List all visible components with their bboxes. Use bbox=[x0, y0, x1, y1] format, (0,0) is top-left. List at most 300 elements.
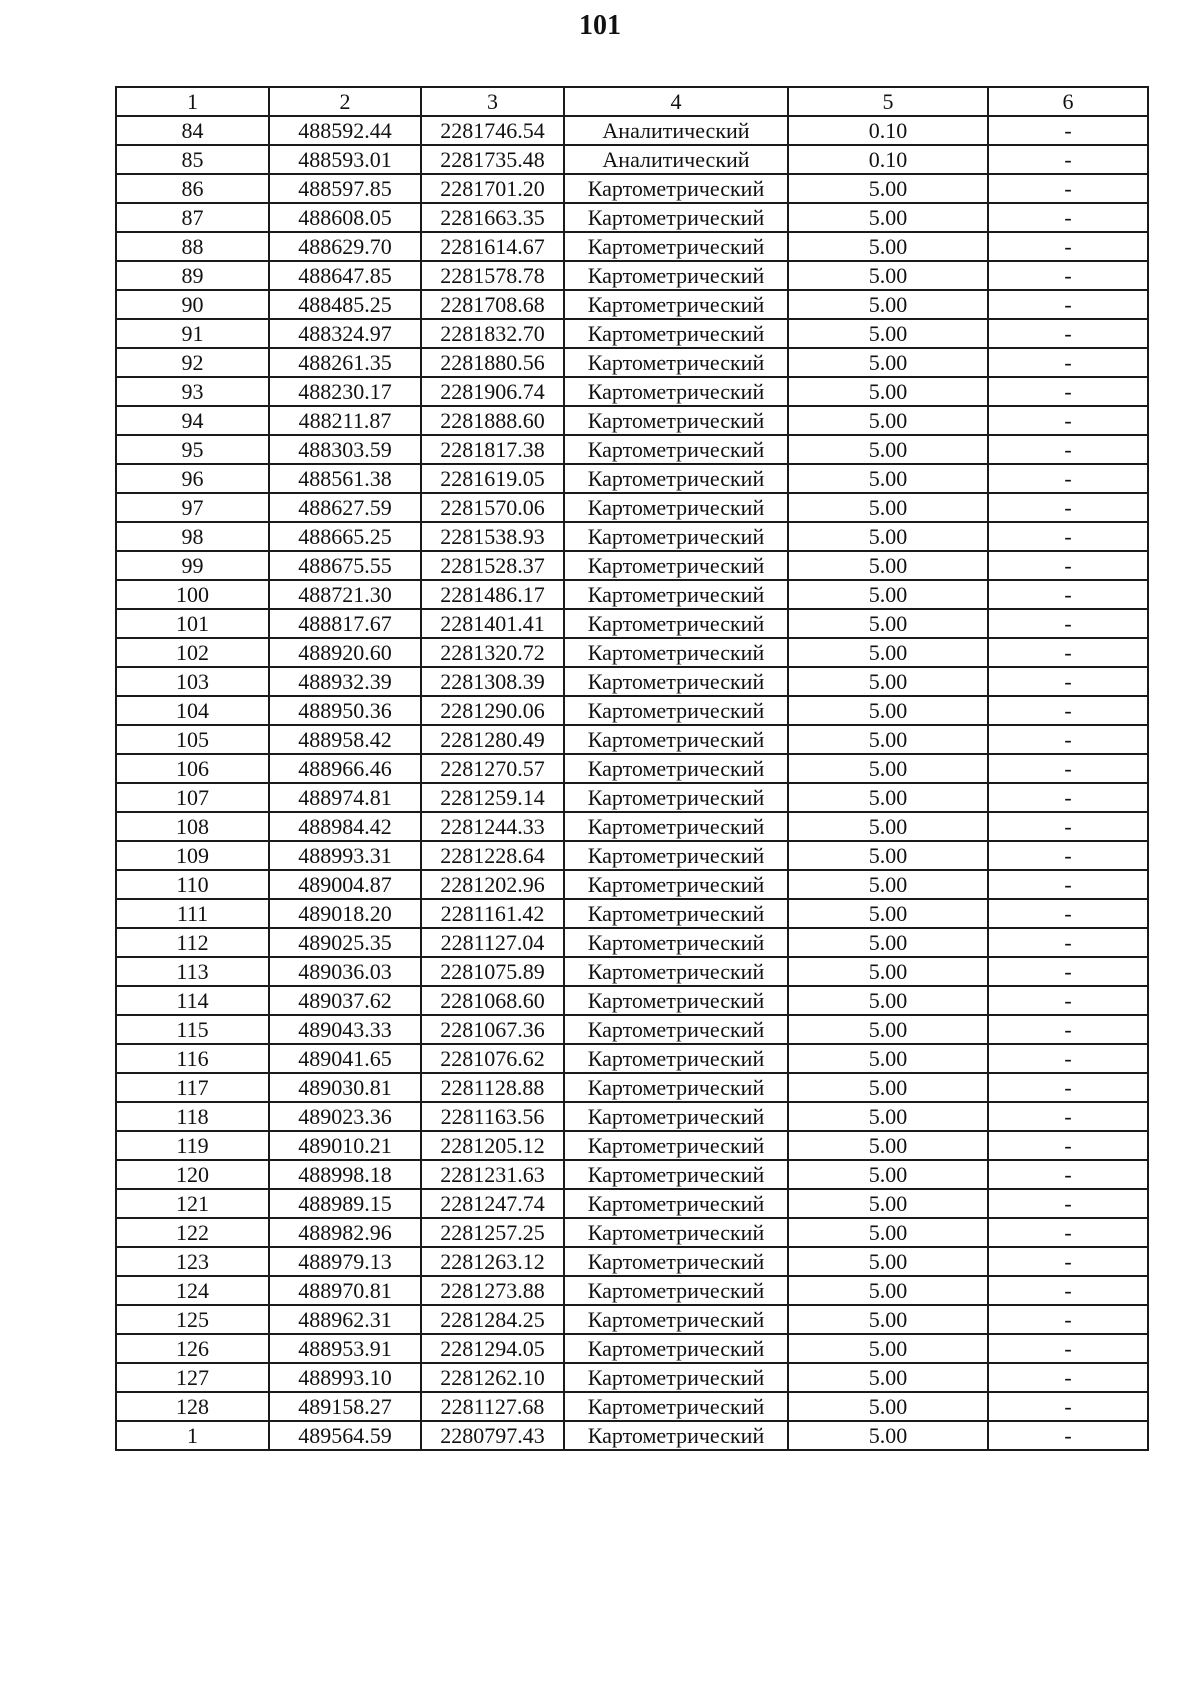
method-cell: Картометрический bbox=[564, 1363, 788, 1392]
y-coordinate-cell: 2281127.04 bbox=[421, 928, 564, 957]
point-number-cell: 105 bbox=[116, 725, 269, 754]
x-coordinate-cell: 488817.67 bbox=[269, 609, 421, 638]
table-row bbox=[116, 609, 1148, 638]
x-coordinate-cell: 488953.91 bbox=[269, 1334, 421, 1363]
y-coordinate-cell: 2281578.78 bbox=[421, 261, 564, 290]
y-coordinate-cell: 2280797.43 bbox=[421, 1421, 564, 1450]
x-coordinate-cell: 488958.42 bbox=[269, 725, 421, 754]
table-row bbox=[116, 1305, 1148, 1334]
point-number-cell: 92 bbox=[116, 348, 269, 377]
note-cell: - bbox=[988, 406, 1148, 435]
accuracy-cell: 5.00 bbox=[788, 1073, 988, 1102]
point-number-cell: 89 bbox=[116, 261, 269, 290]
y-coordinate-cell: 2281663.35 bbox=[421, 203, 564, 232]
y-coordinate-cell: 2281127.68 bbox=[421, 1392, 564, 1421]
method-cell: Картометрический bbox=[564, 754, 788, 783]
note-cell: - bbox=[988, 203, 1148, 232]
method-cell: Картометрический bbox=[564, 580, 788, 609]
x-coordinate-cell: 488984.42 bbox=[269, 812, 421, 841]
accuracy-cell: 5.00 bbox=[788, 609, 988, 638]
method-cell: Картометрический bbox=[564, 1392, 788, 1421]
y-coordinate-cell: 2281817.38 bbox=[421, 435, 564, 464]
note-cell: - bbox=[988, 1131, 1148, 1160]
method-cell: Картометрический bbox=[564, 319, 788, 348]
table-row bbox=[116, 464, 1148, 493]
table-body bbox=[116, 116, 1148, 1450]
method-cell: Картометрический bbox=[564, 1334, 788, 1363]
accuracy-cell: 0.10 bbox=[788, 116, 988, 145]
point-number-cell: 99 bbox=[116, 551, 269, 580]
note-cell: - bbox=[988, 1305, 1148, 1334]
y-coordinate-cell: 2281273.88 bbox=[421, 1276, 564, 1305]
y-coordinate-cell: 2281068.60 bbox=[421, 986, 564, 1015]
accuracy-cell: 5.00 bbox=[788, 1218, 988, 1247]
x-coordinate-cell: 488303.59 bbox=[269, 435, 421, 464]
method-cell: Картометрический bbox=[564, 551, 788, 580]
x-coordinate-cell: 488962.31 bbox=[269, 1305, 421, 1334]
note-cell: - bbox=[988, 1189, 1148, 1218]
method-cell: Картометрический bbox=[564, 725, 788, 754]
method-cell: Картометрический bbox=[564, 957, 788, 986]
note-cell: - bbox=[988, 1392, 1148, 1421]
accuracy-cell: 5.00 bbox=[788, 899, 988, 928]
table-row bbox=[116, 261, 1148, 290]
note-cell: - bbox=[988, 783, 1148, 812]
method-cell: Картометрический bbox=[564, 203, 788, 232]
point-number-cell: 124 bbox=[116, 1276, 269, 1305]
point-number-cell: 123 bbox=[116, 1247, 269, 1276]
y-coordinate-cell: 2281247.74 bbox=[421, 1189, 564, 1218]
accuracy-cell: 5.00 bbox=[788, 203, 988, 232]
x-coordinate-cell: 489030.81 bbox=[269, 1073, 421, 1102]
x-coordinate-cell: 489036.03 bbox=[269, 957, 421, 986]
method-cell: Картометрический bbox=[564, 1189, 788, 1218]
method-cell: Картометрический bbox=[564, 1044, 788, 1073]
accuracy-cell: 5.00 bbox=[788, 1276, 988, 1305]
point-number-cell: 88 bbox=[116, 232, 269, 261]
method-cell: Картометрический bbox=[564, 899, 788, 928]
method-cell: Картометрический bbox=[564, 841, 788, 870]
accuracy-cell: 5.00 bbox=[788, 986, 988, 1015]
accuracy-cell: 5.00 bbox=[788, 1189, 988, 1218]
method-cell: Картометрический bbox=[564, 464, 788, 493]
point-number-cell: 116 bbox=[116, 1044, 269, 1073]
table-row bbox=[116, 725, 1148, 754]
point-number-cell: 94 bbox=[116, 406, 269, 435]
x-coordinate-cell: 488261.35 bbox=[269, 348, 421, 377]
note-cell: - bbox=[988, 638, 1148, 667]
note-cell: - bbox=[988, 435, 1148, 464]
point-number-cell: 1 bbox=[116, 1421, 269, 1450]
y-coordinate-cell: 2281270.57 bbox=[421, 754, 564, 783]
point-number-cell: 115 bbox=[116, 1015, 269, 1044]
x-coordinate-cell: 488561.38 bbox=[269, 464, 421, 493]
accuracy-cell: 5.00 bbox=[788, 725, 988, 754]
table-header-row bbox=[116, 87, 1148, 116]
column-header-3: 3 bbox=[421, 87, 564, 116]
method-cell: Картометрический bbox=[564, 1131, 788, 1160]
y-coordinate-cell: 2281284.25 bbox=[421, 1305, 564, 1334]
method-cell: Картометрический bbox=[564, 1073, 788, 1102]
accuracy-cell: 5.00 bbox=[788, 435, 988, 464]
point-number-cell: 118 bbox=[116, 1102, 269, 1131]
table-row bbox=[116, 1189, 1148, 1218]
y-coordinate-cell: 2281832.70 bbox=[421, 319, 564, 348]
x-coordinate-cell: 488721.30 bbox=[269, 580, 421, 609]
accuracy-cell: 5.00 bbox=[788, 928, 988, 957]
accuracy-cell: 5.00 bbox=[788, 174, 988, 203]
y-coordinate-cell: 2281708.68 bbox=[421, 290, 564, 319]
accuracy-cell: 5.00 bbox=[788, 232, 988, 261]
table-row bbox=[116, 1015, 1148, 1044]
table-row bbox=[116, 1073, 1148, 1102]
note-cell: - bbox=[988, 1276, 1148, 1305]
table-row bbox=[116, 435, 1148, 464]
note-cell: - bbox=[988, 609, 1148, 638]
note-cell: - bbox=[988, 464, 1148, 493]
method-cell: Картометрический bbox=[564, 174, 788, 203]
table-row bbox=[116, 1392, 1148, 1421]
y-coordinate-cell: 2281161.42 bbox=[421, 899, 564, 928]
point-number-cell: 119 bbox=[116, 1131, 269, 1160]
y-coordinate-cell: 2281290.06 bbox=[421, 696, 564, 725]
y-coordinate-cell: 2281262.10 bbox=[421, 1363, 564, 1392]
point-number-cell: 113 bbox=[116, 957, 269, 986]
y-coordinate-cell: 2281906.74 bbox=[421, 377, 564, 406]
x-coordinate-cell: 489041.65 bbox=[269, 1044, 421, 1073]
point-number-cell: 91 bbox=[116, 319, 269, 348]
note-cell: - bbox=[988, 667, 1148, 696]
table-row bbox=[116, 1218, 1148, 1247]
y-coordinate-cell: 2281570.06 bbox=[421, 493, 564, 522]
y-coordinate-cell: 2281202.96 bbox=[421, 870, 564, 899]
accuracy-cell: 5.00 bbox=[788, 261, 988, 290]
point-number-cell: 86 bbox=[116, 174, 269, 203]
x-coordinate-cell: 489037.62 bbox=[269, 986, 421, 1015]
y-coordinate-cell: 2281067.36 bbox=[421, 1015, 564, 1044]
table-row bbox=[116, 1044, 1148, 1073]
method-cell: Картометрический bbox=[564, 870, 788, 899]
point-number-cell: 98 bbox=[116, 522, 269, 551]
table-row bbox=[116, 377, 1148, 406]
accuracy-cell: 5.00 bbox=[788, 1131, 988, 1160]
x-coordinate-cell: 488324.97 bbox=[269, 319, 421, 348]
accuracy-cell: 5.00 bbox=[788, 870, 988, 899]
note-cell: - bbox=[988, 1102, 1148, 1131]
y-coordinate-cell: 2281880.56 bbox=[421, 348, 564, 377]
note-cell: - bbox=[988, 1073, 1148, 1102]
note-cell: - bbox=[988, 1247, 1148, 1276]
table-row bbox=[116, 783, 1148, 812]
table-row bbox=[116, 899, 1148, 928]
accuracy-cell: 5.00 bbox=[788, 1044, 988, 1073]
method-cell: Картометрический bbox=[564, 1247, 788, 1276]
accuracy-cell: 5.00 bbox=[788, 319, 988, 348]
accuracy-cell: 5.00 bbox=[788, 638, 988, 667]
point-number-cell: 121 bbox=[116, 1189, 269, 1218]
table-row bbox=[116, 1276, 1148, 1305]
table-row bbox=[116, 1363, 1148, 1392]
method-cell: Картометрический bbox=[564, 638, 788, 667]
method-cell: Картометрический bbox=[564, 609, 788, 638]
note-cell: - bbox=[988, 928, 1148, 957]
coordinates-table bbox=[115, 86, 1149, 1451]
point-number-cell: 103 bbox=[116, 667, 269, 696]
point-number-cell: 122 bbox=[116, 1218, 269, 1247]
note-cell: - bbox=[988, 1160, 1148, 1189]
x-coordinate-cell: 488966.46 bbox=[269, 754, 421, 783]
table-row bbox=[116, 493, 1148, 522]
point-number-cell: 90 bbox=[116, 290, 269, 319]
x-coordinate-cell: 489004.87 bbox=[269, 870, 421, 899]
accuracy-cell: 0.10 bbox=[788, 145, 988, 174]
accuracy-cell: 5.00 bbox=[788, 841, 988, 870]
y-coordinate-cell: 2281746.54 bbox=[421, 116, 564, 145]
x-coordinate-cell: 489018.20 bbox=[269, 899, 421, 928]
x-coordinate-cell: 488974.81 bbox=[269, 783, 421, 812]
point-number-cell: 101 bbox=[116, 609, 269, 638]
point-number-cell: 128 bbox=[116, 1392, 269, 1421]
x-coordinate-cell: 489158.27 bbox=[269, 1392, 421, 1421]
table-row bbox=[116, 986, 1148, 1015]
accuracy-cell: 5.00 bbox=[788, 377, 988, 406]
x-coordinate-cell: 488989.15 bbox=[269, 1189, 421, 1218]
y-coordinate-cell: 2281538.93 bbox=[421, 522, 564, 551]
point-number-cell: 106 bbox=[116, 754, 269, 783]
y-coordinate-cell: 2281075.89 bbox=[421, 957, 564, 986]
table-row bbox=[116, 638, 1148, 667]
note-cell: - bbox=[988, 319, 1148, 348]
table-row bbox=[116, 551, 1148, 580]
table-row bbox=[116, 1247, 1148, 1276]
y-coordinate-cell: 2281128.88 bbox=[421, 1073, 564, 1102]
x-coordinate-cell: 488597.85 bbox=[269, 174, 421, 203]
table-row bbox=[116, 290, 1148, 319]
x-coordinate-cell: 488979.13 bbox=[269, 1247, 421, 1276]
note-cell: - bbox=[988, 986, 1148, 1015]
point-number-cell: 126 bbox=[116, 1334, 269, 1363]
y-coordinate-cell: 2281320.72 bbox=[421, 638, 564, 667]
table-row bbox=[116, 580, 1148, 609]
note-cell: - bbox=[988, 812, 1148, 841]
note-cell: - bbox=[988, 1334, 1148, 1363]
method-cell: Картометрический bbox=[564, 435, 788, 464]
table-row bbox=[116, 754, 1148, 783]
note-cell: - bbox=[988, 290, 1148, 319]
method-cell: Картометрический bbox=[564, 783, 788, 812]
x-coordinate-cell: 488993.31 bbox=[269, 841, 421, 870]
y-coordinate-cell: 2281619.05 bbox=[421, 464, 564, 493]
column-header-2: 2 bbox=[269, 87, 421, 116]
table-row bbox=[116, 841, 1148, 870]
accuracy-cell: 5.00 bbox=[788, 1160, 988, 1189]
accuracy-cell: 5.00 bbox=[788, 1363, 988, 1392]
note-cell: - bbox=[988, 754, 1148, 783]
y-coordinate-cell: 2281294.05 bbox=[421, 1334, 564, 1363]
method-cell: Картометрический bbox=[564, 377, 788, 406]
y-coordinate-cell: 2281205.12 bbox=[421, 1131, 564, 1160]
accuracy-cell: 5.00 bbox=[788, 290, 988, 319]
y-coordinate-cell: 2281528.37 bbox=[421, 551, 564, 580]
accuracy-cell: 5.00 bbox=[788, 783, 988, 812]
table-row bbox=[116, 1131, 1148, 1160]
table-row bbox=[116, 1334, 1148, 1363]
accuracy-cell: 5.00 bbox=[788, 1102, 988, 1131]
x-coordinate-cell: 488665.25 bbox=[269, 522, 421, 551]
x-coordinate-cell: 488629.70 bbox=[269, 232, 421, 261]
table-row bbox=[116, 174, 1148, 203]
table-row bbox=[116, 957, 1148, 986]
note-cell: - bbox=[988, 348, 1148, 377]
note-cell: - bbox=[988, 1044, 1148, 1073]
method-cell: Картометрический bbox=[564, 1421, 788, 1450]
column-header-4: 4 bbox=[564, 87, 788, 116]
point-number-cell: 102 bbox=[116, 638, 269, 667]
x-coordinate-cell: 488993.10 bbox=[269, 1363, 421, 1392]
method-cell: Картометрический bbox=[564, 406, 788, 435]
table-row bbox=[116, 348, 1148, 377]
table-row bbox=[116, 812, 1148, 841]
point-number-cell: 95 bbox=[116, 435, 269, 464]
method-cell: Картометрический bbox=[564, 493, 788, 522]
y-coordinate-cell: 2281259.14 bbox=[421, 783, 564, 812]
accuracy-cell: 5.00 bbox=[788, 1015, 988, 1044]
accuracy-cell: 5.00 bbox=[788, 1392, 988, 1421]
x-coordinate-cell: 488211.87 bbox=[269, 406, 421, 435]
method-cell: Картометрический bbox=[564, 812, 788, 841]
x-coordinate-cell: 489023.36 bbox=[269, 1102, 421, 1131]
note-cell: - bbox=[988, 116, 1148, 145]
method-cell: Картометрический bbox=[564, 1276, 788, 1305]
accuracy-cell: 5.00 bbox=[788, 348, 988, 377]
y-coordinate-cell: 2281244.33 bbox=[421, 812, 564, 841]
method-cell: Картометрический bbox=[564, 667, 788, 696]
point-number-cell: 120 bbox=[116, 1160, 269, 1189]
table-row bbox=[116, 522, 1148, 551]
note-cell: - bbox=[988, 870, 1148, 899]
note-cell: - bbox=[988, 725, 1148, 754]
note-cell: - bbox=[988, 232, 1148, 261]
point-number-cell: 108 bbox=[116, 812, 269, 841]
x-coordinate-cell: 488608.05 bbox=[269, 203, 421, 232]
point-number-cell: 110 bbox=[116, 870, 269, 899]
point-number-cell: 111 bbox=[116, 899, 269, 928]
x-coordinate-cell: 488920.60 bbox=[269, 638, 421, 667]
point-number-cell: 97 bbox=[116, 493, 269, 522]
y-coordinate-cell: 2281701.20 bbox=[421, 174, 564, 203]
method-cell: Аналитический bbox=[564, 116, 788, 145]
table-row bbox=[116, 1160, 1148, 1189]
point-number-cell: 100 bbox=[116, 580, 269, 609]
y-coordinate-cell: 2281257.25 bbox=[421, 1218, 564, 1247]
table-row bbox=[116, 1102, 1148, 1131]
x-coordinate-cell: 488230.17 bbox=[269, 377, 421, 406]
method-cell: Картометрический bbox=[564, 232, 788, 261]
point-number-cell: 127 bbox=[116, 1363, 269, 1392]
note-cell: - bbox=[988, 1421, 1148, 1450]
note-cell: - bbox=[988, 899, 1148, 928]
x-coordinate-cell: 489043.33 bbox=[269, 1015, 421, 1044]
point-number-cell: 109 bbox=[116, 841, 269, 870]
accuracy-cell: 5.00 bbox=[788, 1247, 988, 1276]
table-row bbox=[116, 319, 1148, 348]
x-coordinate-cell: 488970.81 bbox=[269, 1276, 421, 1305]
y-coordinate-cell: 2281486.17 bbox=[421, 580, 564, 609]
accuracy-cell: 5.00 bbox=[788, 580, 988, 609]
x-coordinate-cell: 488982.96 bbox=[269, 1218, 421, 1247]
method-cell: Картометрический bbox=[564, 261, 788, 290]
y-coordinate-cell: 2281308.39 bbox=[421, 667, 564, 696]
method-cell: Картометрический bbox=[564, 1218, 788, 1247]
accuracy-cell: 5.00 bbox=[788, 1334, 988, 1363]
point-number-cell: 84 bbox=[116, 116, 269, 145]
point-number-cell: 107 bbox=[116, 783, 269, 812]
note-cell: - bbox=[988, 261, 1148, 290]
x-coordinate-cell: 488627.59 bbox=[269, 493, 421, 522]
table-row bbox=[116, 696, 1148, 725]
y-coordinate-cell: 2281231.63 bbox=[421, 1160, 564, 1189]
x-coordinate-cell: 488675.55 bbox=[269, 551, 421, 580]
table-row bbox=[116, 145, 1148, 174]
y-coordinate-cell: 2281228.64 bbox=[421, 841, 564, 870]
accuracy-cell: 5.00 bbox=[788, 696, 988, 725]
y-coordinate-cell: 2281614.67 bbox=[421, 232, 564, 261]
method-cell: Картометрический bbox=[564, 1015, 788, 1044]
point-number-cell: 87 bbox=[116, 203, 269, 232]
column-header-6: 6 bbox=[988, 87, 1148, 116]
y-coordinate-cell: 2281401.41 bbox=[421, 609, 564, 638]
x-coordinate-cell: 489025.35 bbox=[269, 928, 421, 957]
point-number-cell: 125 bbox=[116, 1305, 269, 1334]
method-cell: Картометрический bbox=[564, 986, 788, 1015]
table-row bbox=[116, 232, 1148, 261]
table-row bbox=[116, 203, 1148, 232]
point-number-cell: 85 bbox=[116, 145, 269, 174]
x-coordinate-cell: 488592.44 bbox=[269, 116, 421, 145]
x-coordinate-cell: 489564.59 bbox=[269, 1421, 421, 1450]
note-cell: - bbox=[988, 1363, 1148, 1392]
note-cell: - bbox=[988, 1015, 1148, 1044]
table-row bbox=[116, 116, 1148, 145]
accuracy-cell: 5.00 bbox=[788, 493, 988, 522]
note-cell: - bbox=[988, 957, 1148, 986]
method-cell: Аналитический bbox=[564, 145, 788, 174]
column-header-1: 1 bbox=[116, 87, 269, 116]
accuracy-cell: 5.00 bbox=[788, 522, 988, 551]
note-cell: - bbox=[988, 145, 1148, 174]
y-coordinate-cell: 2281735.48 bbox=[421, 145, 564, 174]
y-coordinate-cell: 2281163.56 bbox=[421, 1102, 564, 1131]
table-row bbox=[116, 667, 1148, 696]
note-cell: - bbox=[988, 841, 1148, 870]
method-cell: Картометрический bbox=[564, 1305, 788, 1334]
y-coordinate-cell: 2281888.60 bbox=[421, 406, 564, 435]
accuracy-cell: 5.00 bbox=[788, 1305, 988, 1334]
note-cell: - bbox=[988, 522, 1148, 551]
point-number-cell: 117 bbox=[116, 1073, 269, 1102]
method-cell: Картометрический bbox=[564, 348, 788, 377]
method-cell: Картометрический bbox=[564, 696, 788, 725]
table-row bbox=[116, 406, 1148, 435]
point-number-cell: 93 bbox=[116, 377, 269, 406]
accuracy-cell: 5.00 bbox=[788, 464, 988, 493]
page-number: 101 bbox=[579, 10, 621, 41]
accuracy-cell: 5.00 bbox=[788, 406, 988, 435]
x-coordinate-cell: 488998.18 bbox=[269, 1160, 421, 1189]
note-cell: - bbox=[988, 493, 1148, 522]
note-cell: - bbox=[988, 1218, 1148, 1247]
method-cell: Картометрический bbox=[564, 290, 788, 319]
